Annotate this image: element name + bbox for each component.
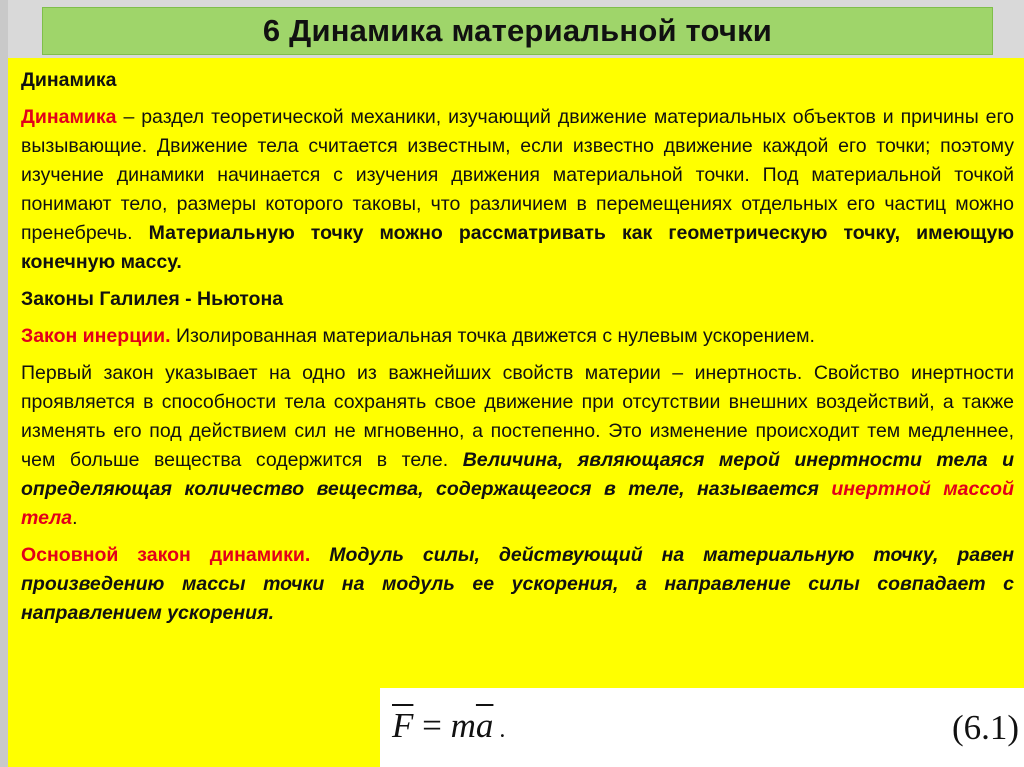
dynamics-text: – раздел теоретической механики, изучающий движение материальных объектов и причины его вызывающие. Движение тела считается известным, если известно движение каждой его точки; поэтому изучение динамики начинается с изучения движения материальной точки. Под материальной точкой понимают тело, размеры которого таковы, что различием в перемещениях отдельных его частиц можно пренебречь. <box>21 106 1014 244</box>
paragraph-main-law <box>21 541 1014 628</box>
inertial-mass-definition: Величина, являющаяся мерой инертности тела и определяющая количество вещества, содержащегося в теле, называется <box>21 449 1014 500</box>
inertness-period: . <box>72 507 78 529</box>
term-main-law: Основной закон динамики. <box>21 544 311 566</box>
term-inertial-mass: инертной массой тела <box>21 478 1014 529</box>
formula-equals: = <box>413 706 451 745</box>
text-block <box>21 66 1014 636</box>
formula-force-symbol: $\overline{F}$ <box>392 706 414 745</box>
formula-mass-symbol: m <box>450 706 476 745</box>
title-box <box>42 7 993 55</box>
heading-dynamics: Динамика <box>21 69 117 91</box>
formula-number: (6.1) <box>952 708 1020 747</box>
left-shade <box>0 0 8 767</box>
inertia-law-text: Изолированная материальная точка движется с нулевым ускорением. <box>170 325 815 347</box>
material-point-definition: Материальную точку можно рассматривать как геометрическую точку, имеющую конечную массу. <box>21 222 1014 273</box>
paragraph-inertia-law <box>21 322 1014 351</box>
paragraph-dynamics-definition <box>21 103 1014 277</box>
main-law-text: Модуль силы, действующий на материальную точку, равен произведению массы точки на модуль ее ускорения, а направление силы совпадает с направлением ускорения. <box>21 544 1015 624</box>
formula-newton-second-law <box>392 706 505 746</box>
paragraph-inertness <box>21 359 1014 533</box>
formula-dot: . <box>493 717 506 743</box>
formula-acceleration-symbol: $\overline{a}$ <box>475 706 494 745</box>
term-dynamics: Динамика <box>21 106 117 128</box>
heading-galileo-newton: Законы Галилея - Ньютона <box>21 288 284 310</box>
slide-title: 6 Динамика материальной точки <box>262 13 773 48</box>
term-inertia-law: Закон инерции. <box>21 325 171 347</box>
inertness-text: Первый закон указывает на одно из важнейших свойств материи – инертность. Свойство инертности проявляется в способности тела сохранять свое движение при отсутствии внешних воздействий, а также изменять его под действием сил не мгновенно, а постепенно. Это изменение происходит тем медленнее, чем больше вещества содержится в теле. <box>21 362 1014 471</box>
